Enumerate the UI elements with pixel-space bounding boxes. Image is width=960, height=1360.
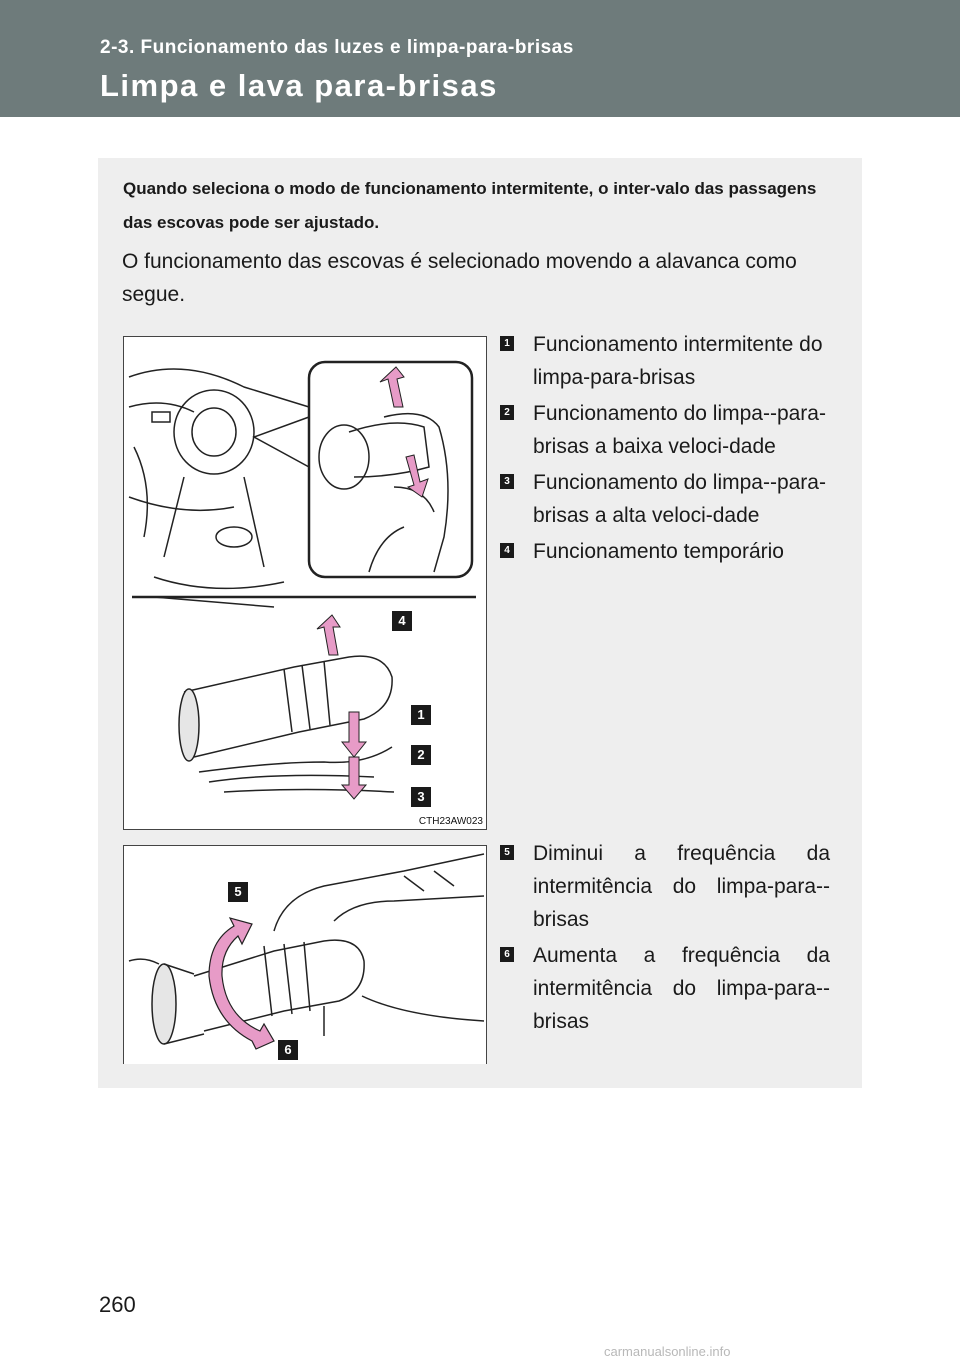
callout-2: 2 [411,745,431,765]
legend-list-1 [500,328,830,571]
legend-number: 4 [500,543,514,558]
section-title: 2-3. Funcionamento das luzes e limpa-para-brisas [100,37,574,58]
wiper-lever-illustration [124,337,486,829]
legend-number: 3 [500,474,514,489]
legend-number: 5 [500,845,514,860]
legend-item [500,328,830,394]
legend-text: Funcionamento do limpa--para-brisas a alta veloci-dade [533,471,826,527]
legend-text: Funcionamento temporário [533,540,784,563]
watermark: carmanualsonline.info [604,1344,731,1359]
callout-4: 4 [392,611,412,631]
figure-code: CTH23AW023 [418,816,483,827]
legend-number: 6 [500,947,514,962]
callout-5: 5 [228,882,248,902]
intro-text: Quando seleciona o modo de funcionamento intermitente, o inter-valo das passagens das escovas pode ser ajustado. [123,179,817,232]
callout-6: 6 [278,1040,298,1060]
legend-text: Funcionamento intermitente do limpa-para-brisas [533,333,823,389]
interval-adjust-figure [123,845,487,1064]
legend-text: Aumenta a frequência da intermitência do limpa-para--brisas [533,944,830,1033]
legend-item [500,397,830,463]
legend-item [500,939,830,1038]
wiper-lever-figure [123,336,487,830]
legend-item [500,466,830,532]
chapter-header [0,0,960,117]
legend-list-2 [500,837,830,1041]
callout-3: 3 [411,787,431,807]
callout-1: 1 [411,705,431,725]
legend-number: 1 [500,336,514,351]
legend-item [500,837,830,936]
page-title: Limpa e lava para-brisas [100,68,498,103]
legend-text: Diminui a frequência da intermitência do limpa-para--brisas [533,842,830,931]
legend-item [500,535,830,568]
page-number: 260 [99,1292,136,1317]
legend-number: 2 [500,405,514,420]
legend-text: Funcionamento do limpa--para-brisas a baixa veloci-dade [533,402,826,458]
body-text: O funcionamento das escovas é selecionado movendo a alavanca como segue. [122,250,797,306]
interval-adjust-illustration [124,846,486,1064]
